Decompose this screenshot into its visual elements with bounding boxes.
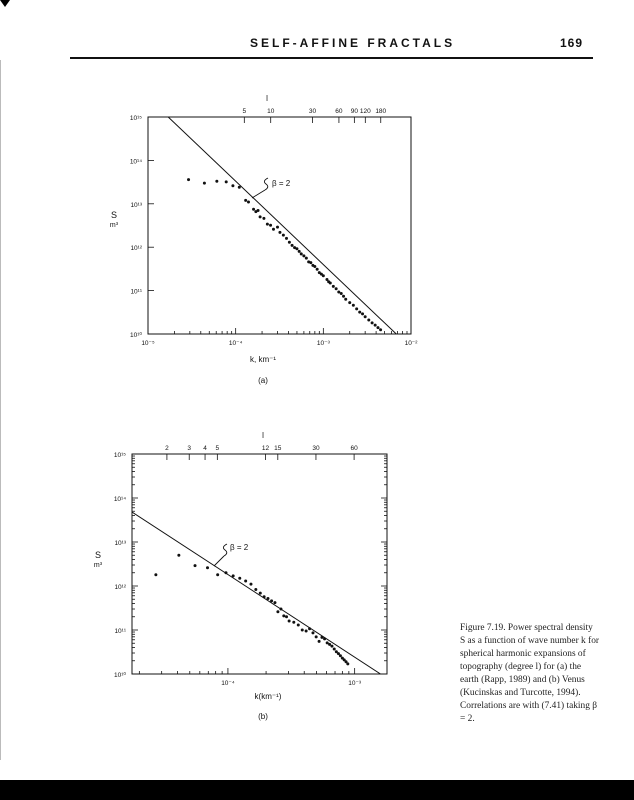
data-point	[298, 250, 301, 253]
top-tick-label: 120	[359, 108, 371, 115]
top-tick-label: 90	[350, 108, 358, 115]
data-point	[272, 228, 275, 231]
data-point	[322, 274, 325, 277]
data-point	[302, 254, 305, 257]
x-tick-label: 10⁻³	[348, 680, 362, 687]
y-tick-label: 10¹¹	[130, 288, 142, 296]
panel-label: (a)	[258, 376, 268, 385]
data-point	[285, 615, 288, 618]
data-point	[323, 637, 326, 640]
data-point	[332, 285, 335, 288]
data-point	[263, 595, 266, 598]
data-point	[291, 244, 294, 247]
x-tick-label: 10⁻²	[404, 340, 418, 347]
data-point	[340, 292, 343, 295]
data-point	[203, 182, 206, 185]
data-point	[342, 295, 345, 298]
data-point	[194, 564, 197, 567]
top-axis-label: l	[266, 94, 268, 103]
data-point	[346, 662, 349, 665]
data-point	[279, 608, 282, 611]
data-point	[364, 315, 367, 318]
y-tick-label: 10¹⁴	[129, 158, 142, 166]
data-point	[361, 312, 364, 315]
data-point	[367, 319, 370, 322]
y-tick-label: 10¹⁰	[129, 332, 142, 339]
y-axis-unit: m³	[93, 562, 103, 569]
x-tick-label: 10⁻⁵	[141, 340, 155, 347]
data-point	[320, 636, 323, 639]
data-point	[262, 217, 265, 220]
annotation-leader	[214, 556, 224, 566]
data-point	[311, 631, 314, 634]
data-point	[231, 184, 234, 187]
data-point	[305, 257, 308, 260]
panel-label: (b)	[258, 712, 268, 721]
data-point	[330, 645, 333, 648]
data-point	[295, 247, 298, 250]
data-point	[371, 321, 374, 324]
top-tick-label: 2	[165, 445, 169, 452]
top-tick-label: 3	[187, 445, 192, 452]
data-point	[177, 554, 180, 557]
data-point	[282, 614, 285, 617]
y-tick-label: 10¹³	[114, 540, 126, 547]
data-point	[352, 304, 355, 307]
top-tick-label: 10	[267, 108, 275, 115]
data-point	[374, 324, 377, 327]
data-point	[309, 261, 312, 264]
y-axis-label: S	[94, 550, 102, 560]
data-point	[259, 592, 262, 595]
figure-caption: Figure 7.19. Power spectral density S as a function of wave number k for spherical harmonic expansions of topography (degree l) for (a) the earth (Rapp, 1989) and (b) Venus (Kucinskas and Turcotte, 1994). Correlations are with (7.41) taking β = 2.	[460, 623, 600, 724]
data-point	[187, 178, 190, 181]
data-point	[254, 588, 257, 591]
data-point	[358, 311, 361, 314]
x-axis-label: k(km⁻¹)	[254, 692, 282, 701]
data-point	[292, 621, 295, 624]
data-point	[355, 307, 358, 310]
data-point	[238, 186, 241, 189]
data-point	[270, 599, 273, 602]
data-point	[224, 571, 227, 574]
plot-frame	[132, 454, 387, 674]
data-point	[305, 629, 308, 632]
data-point	[206, 566, 209, 569]
page-number: 169	[560, 36, 584, 50]
data-point	[259, 215, 262, 218]
annotation-pointer	[264, 178, 268, 190]
data-point	[300, 252, 303, 255]
data-point	[316, 268, 319, 271]
data-point	[276, 610, 279, 613]
data-point	[348, 301, 351, 304]
chart-panel-b	[94, 431, 387, 721]
top-axis-label: l	[262, 431, 264, 440]
data-point	[249, 583, 252, 586]
data-point	[215, 180, 218, 183]
data-point	[278, 231, 281, 234]
data-point	[308, 627, 311, 630]
y-axis-label: S	[110, 210, 118, 220]
data-point	[247, 201, 250, 204]
data-point	[288, 241, 291, 244]
fit-line	[132, 512, 381, 674]
data-point	[379, 328, 382, 331]
data-point	[329, 281, 332, 284]
top-tick-label: 15	[274, 445, 282, 452]
data-point	[257, 209, 260, 212]
top-tick-label: 4	[203, 445, 207, 452]
data-point	[269, 224, 272, 227]
data-point	[285, 237, 288, 240]
running-header-title: SELF-AFFINE FRACTALS	[250, 36, 456, 50]
top-tick-label: 180	[375, 108, 387, 115]
data-point	[282, 234, 285, 237]
top-tick-label: 5	[242, 108, 247, 115]
data-point	[273, 601, 276, 604]
data-point	[344, 298, 347, 301]
top-tick-label: 5	[215, 445, 220, 452]
y-tick-label: 10¹¹	[114, 628, 126, 635]
annotation-leader	[252, 190, 265, 198]
scan-border	[0, 780, 634, 800]
y-axis-unit: m³	[109, 222, 119, 229]
data-point	[244, 199, 247, 202]
y-tick-label: 10¹²	[114, 584, 126, 591]
data-point	[238, 577, 241, 580]
data-point	[376, 326, 379, 329]
annotation-pointer	[223, 544, 227, 556]
data-point	[252, 208, 255, 211]
data-point	[301, 629, 304, 632]
top-tick-label: 30	[312, 445, 320, 452]
data-point	[244, 579, 247, 582]
x-tick-label: 10⁻⁴	[228, 340, 243, 347]
top-tick-label: 30	[308, 108, 317, 115]
x-tick-label: 10⁻⁴	[221, 680, 235, 687]
y-tick-label: 10¹⁵	[113, 452, 126, 459]
y-tick-label: 10¹²	[130, 245, 142, 253]
data-point	[288, 620, 291, 623]
chart-panel-a	[110, 94, 418, 385]
data-point	[266, 223, 269, 226]
data-point	[232, 574, 235, 577]
plot-frame	[148, 117, 411, 334]
data-point	[339, 654, 342, 657]
y-tick-label: 10¹⁵	[129, 115, 142, 122]
data-point	[216, 573, 219, 576]
data-point	[225, 180, 228, 183]
data-point	[297, 623, 300, 626]
data-point	[313, 265, 316, 268]
beta-annotation: β = 2	[272, 179, 291, 188]
data-point	[276, 226, 279, 229]
top-tick-label: 60	[335, 108, 343, 115]
beta-annotation: β = 2	[230, 543, 249, 552]
x-axis-label: k, km⁻¹	[250, 355, 276, 364]
data-point	[335, 287, 338, 290]
y-tick-label: 10¹⁰	[113, 672, 126, 679]
data-point	[315, 635, 318, 638]
top-tick-label: 60	[350, 445, 358, 452]
fit-line	[168, 117, 396, 334]
data-point	[333, 647, 336, 650]
data-point	[266, 597, 269, 600]
y-tick-label: 10¹³	[130, 201, 142, 209]
x-tick-label: 10⁻³	[316, 340, 330, 347]
data-point	[154, 573, 157, 576]
y-tick-label: 10¹⁴	[113, 496, 126, 503]
data-point	[318, 640, 321, 643]
top-tick-label: 12	[261, 445, 270, 452]
